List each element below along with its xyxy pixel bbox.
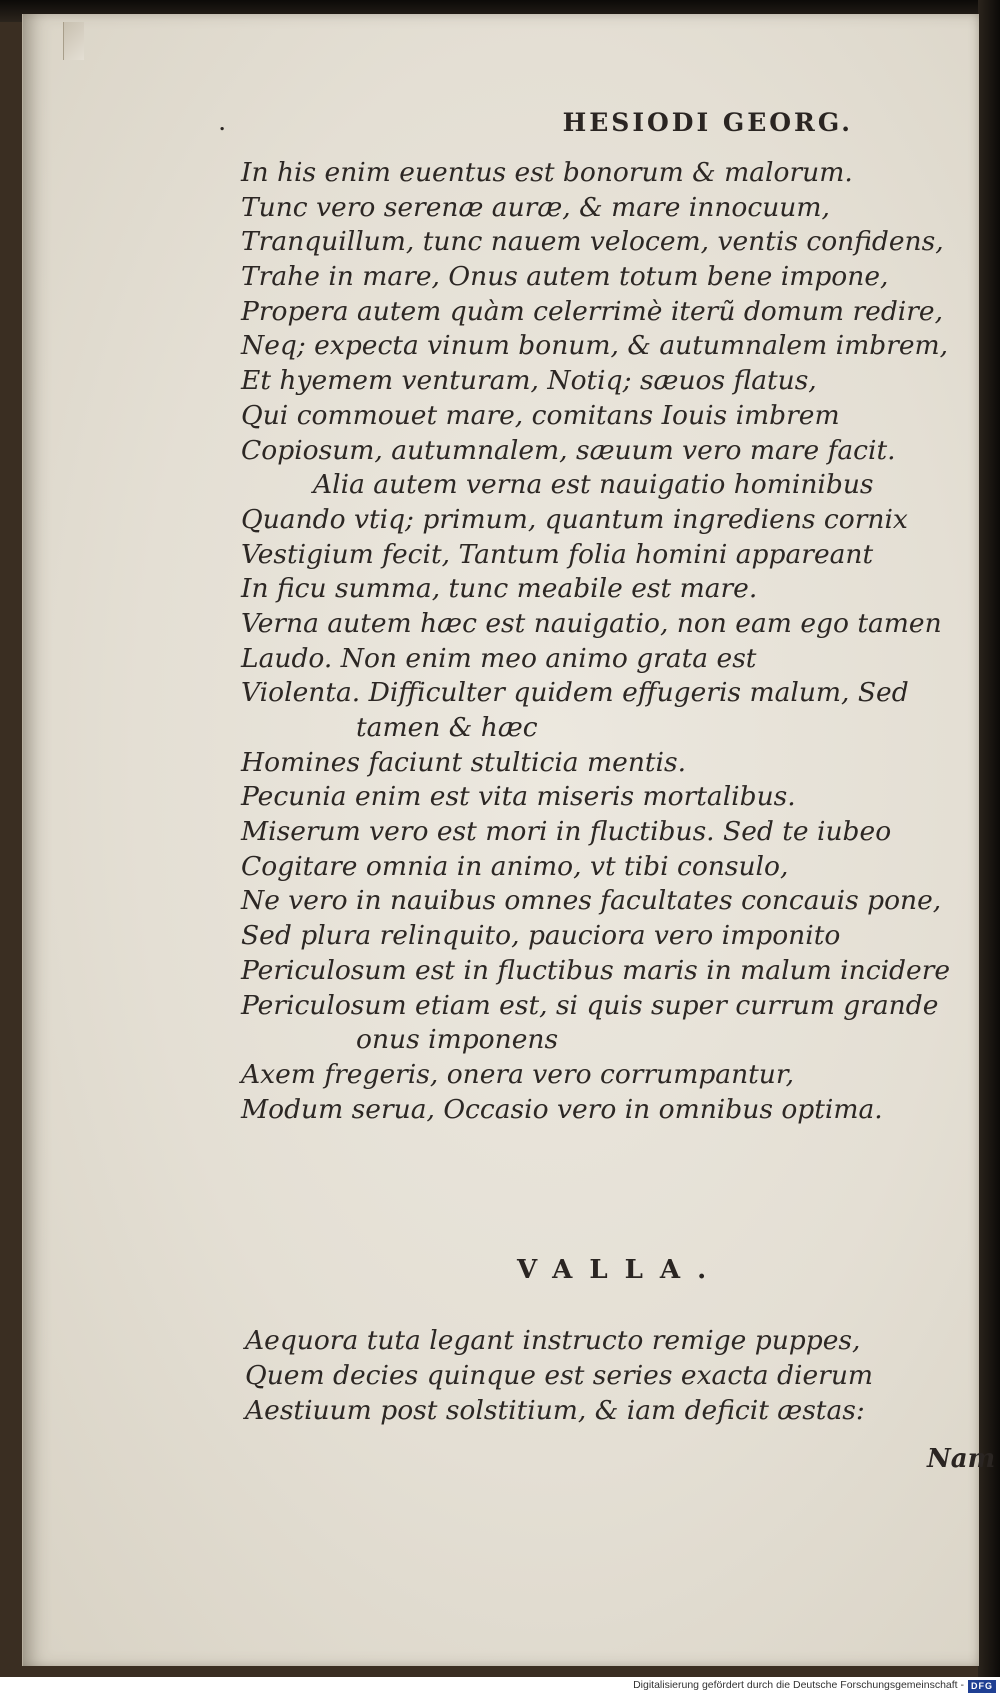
text-line: Propera autem quàm celerrimè iterũ domum redire, [241,295,944,327]
text-line: Pecunia enim est vita miseris mortalibus. [241,781,796,813]
text-line: Laudo. Non enim meo animo grata est [241,642,757,674]
running-head [23,108,853,137]
page-corner-fold [63,22,84,60]
catchword: Nam [927,1444,996,1474]
text-line: Periculosum est in fluctibus maris in malum incidere [241,954,951,986]
text-line: Vestigium fecit, Tantum folia homini appareant [241,538,874,570]
text-line: Alia autem verna est nauigatio hominibus [313,469,874,501]
text-line: Periculosum etiam est, si quis super currum grande [241,989,939,1021]
valla-text [245,1323,1000,1428]
text-line: Miserum vero est mori in fluctibus. Sed te iubeo [241,816,892,848]
text-line: Modum serua, Occasio vero in omnibus optima. [241,1093,883,1125]
text-line: Sed plura relinquito, pauciora vero imponito [241,920,841,952]
text-line: Aestiuum post solstitium, & iam deficit æstas: [245,1395,865,1426]
book-page [22,14,996,1666]
footer-credit: Digitalisierung gefördert durch die Deutsche Forschungsgemeinschaft - [633,1679,964,1691]
text-line: Tunc vero serenæ auræ, & mare innocuum, [241,191,830,223]
section-title: VALLA. [517,1255,724,1285]
running-head-text: HESIODI GEORG. [562,108,853,137]
dfg-logo[interactable]: DFG [968,1680,996,1693]
text-line: Copiosum, autumnalem, sæuum vero mare facit. [241,434,896,466]
text-line: Cogitare omnia in animo, vt tibi consulo, [241,850,789,882]
text-line: In ficu summa, tunc meabile est mare. [241,573,758,605]
digitization-footer [0,1677,1000,1697]
text-line: tamen & hæc [356,712,538,743]
text-line: In his enim euentus est bonorum & malorum. [241,157,853,188]
text-line: Homines faciunt stulticia mentis. [241,746,687,778]
running-head-mark: . [219,114,229,135]
text-line: Quando vtiq; primum, quantum ingrediens cornix [241,503,908,535]
text-line: Violenta. Difficulter quidem effugeris malum, Sed [241,677,909,709]
text-line: Axem fregeris, onera vero corrumpantur, [241,1058,795,1090]
text-line: Verna autem hæc est nauigatio, non eam ego tamen [241,607,942,639]
text-line: Aequora tuta legant instructo remige puppes, [245,1325,861,1356]
main-text [241,156,1000,1127]
text-line: Quem decies quinque est series exacta dierum [245,1360,874,1391]
text-line: Ne vero in nauibus omnes facultates concauis pone, [241,885,942,917]
text-line: Trahe in mare, Onus autem totum bene impone, [241,261,889,293]
text-line: Tranquillum, tunc nauem velocem, ventis confidens, [241,226,944,258]
text-line: onus imponens [356,1024,559,1056]
text-line: Qui commouet mare, comitans Iouis imbrem [241,399,840,431]
text-line: Et hyemem venturam, Notiq; sæuos flatus, [241,365,817,397]
text-line: Neq; expecta vinum bonum, & autumnalem imbrem, [241,330,949,362]
